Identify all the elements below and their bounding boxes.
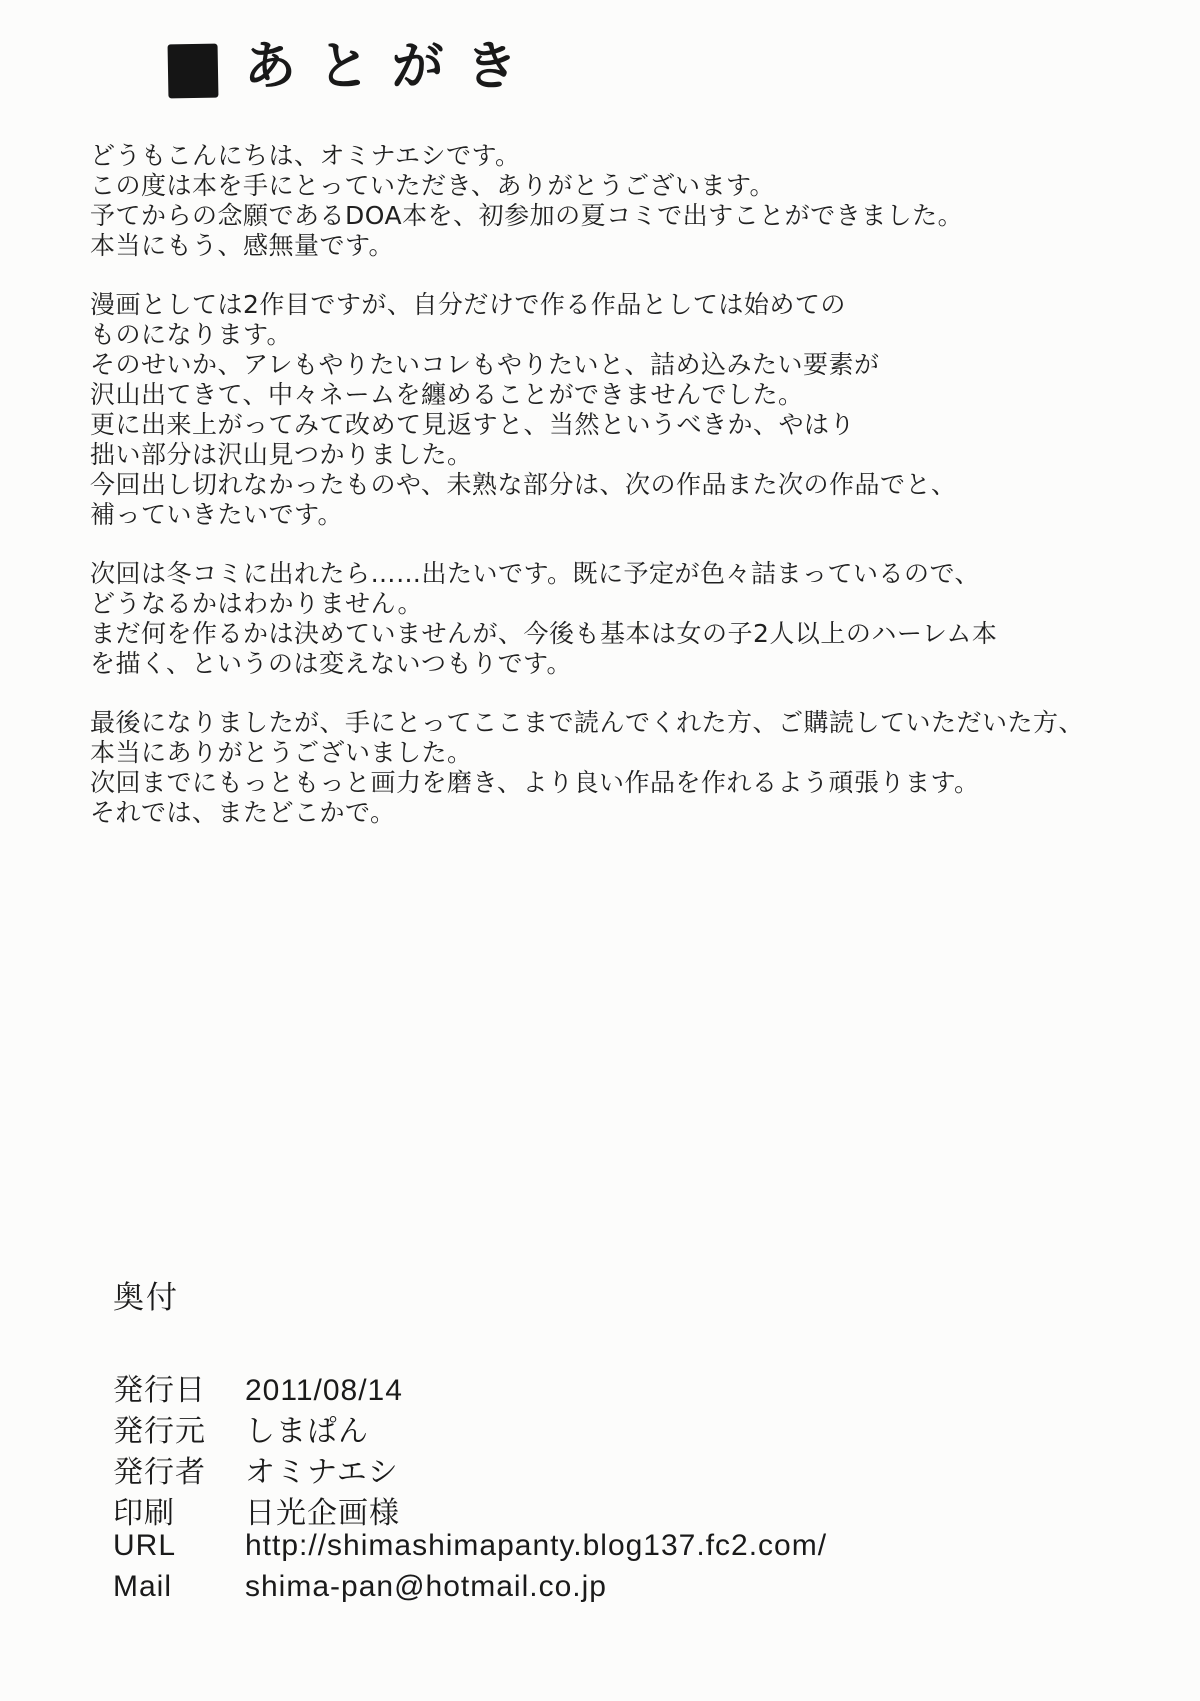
afterword-title (168, 36, 539, 98)
body-line: 補っていきたいです。 (90, 500, 344, 529)
paragraph (90, 141, 1150, 261)
body-line: 沢山出てきて、中々ネームを纏めることができませんでした。 (90, 380, 804, 409)
paragraph (90, 708, 1150, 828)
colophon-label: 発行者 (113, 1456, 206, 1489)
body-line: ものになります。 (90, 320, 293, 349)
body-line: を描く、というのは変えないつもりです。 (90, 649, 573, 678)
colophon-row-author (113, 1447, 1113, 1488)
colophon-table (113, 1365, 1113, 1611)
email-text: shima-pan@hotmail.co.jp (245, 1570, 607, 1603)
body-line: どうもこんにちは、オミナエシです。 (90, 141, 521, 170)
colophon-label: 発行元 (113, 1415, 206, 1448)
colophon-row-url (113, 1529, 1113, 1570)
colophon-row-printer (113, 1488, 1113, 1529)
afterword-body (90, 141, 1150, 828)
colophon-row-publish-date (113, 1365, 1113, 1406)
author-value: オミナエシ (245, 1456, 399, 1489)
body-line: 今回出し切れなかったものや、未熟な部分は、次の作品また次の作品でと、 (90, 470, 957, 499)
black-square-icon (168, 44, 219, 99)
colophon (113, 1272, 1113, 1611)
colophon-row-publisher-circle (113, 1406, 1113, 1447)
body-line: 漫画としては2作目ですが、自分だけで作る作品としては始めての (90, 290, 846, 319)
body-line: それでは、またどこかで。 (90, 798, 396, 827)
paragraph (90, 290, 1150, 530)
colophon-label: Mail (113, 1570, 173, 1603)
body-line: 本当にもう、感無量です。 (90, 231, 395, 260)
body-line: 本当にありがとうございました。 (90, 738, 473, 767)
colophon-label: URL (113, 1529, 177, 1562)
publisher-circle-value: しまぱん (245, 1415, 369, 1448)
body-line: この度は本を手にとっていただき、ありがとうございます。 (90, 171, 776, 200)
body-line: 次回までにもっともっと画力を磨き、より良い作品を作れるよう頑張ります。 (90, 768, 980, 797)
printer-value: 日光企画様 (245, 1497, 400, 1530)
url-text: http://shimashimapanty.blog137.fc2.com/ (245, 1529, 828, 1562)
publish-date-value: 2011/08/14 (245, 1374, 403, 1407)
colophon-label: 発行日 (113, 1374, 206, 1407)
body-line: 更に出来上がってみて改めて見返すと、当然というべきか、やはり (90, 410, 856, 439)
paragraph (90, 559, 1150, 679)
colophon-heading: 奥付 (113, 1280, 179, 1315)
body-line: 拙い部分は沢山見つかりました。 (90, 440, 473, 469)
body-line: 最後になりましたが、手にとってここまで読んでくれた方、ご購読していただいた方、 (90, 708, 1085, 737)
body-line: そのせいか、アレもやりたいコレもやりたいと、詰め込みたい要素が (90, 350, 880, 379)
body-line: まだ何を作るかは決めていませんが、今後も基本は女の子2人以上のハーレム本 (90, 619, 998, 648)
colophon-row-mail (113, 1570, 1113, 1611)
body-line: 次回は冬コミに出れたら……出たいです。既に予定が色々詰まっているので、 (90, 559, 981, 588)
body-line: 予てからの念願であるDOA本を、初参加の夏コミで出すことができました。 (90, 201, 964, 230)
body-line: どうなるかはわかりません。 (90, 589, 424, 618)
page-title: あとがき (244, 37, 540, 97)
colophon-label: 印刷 (113, 1497, 175, 1530)
